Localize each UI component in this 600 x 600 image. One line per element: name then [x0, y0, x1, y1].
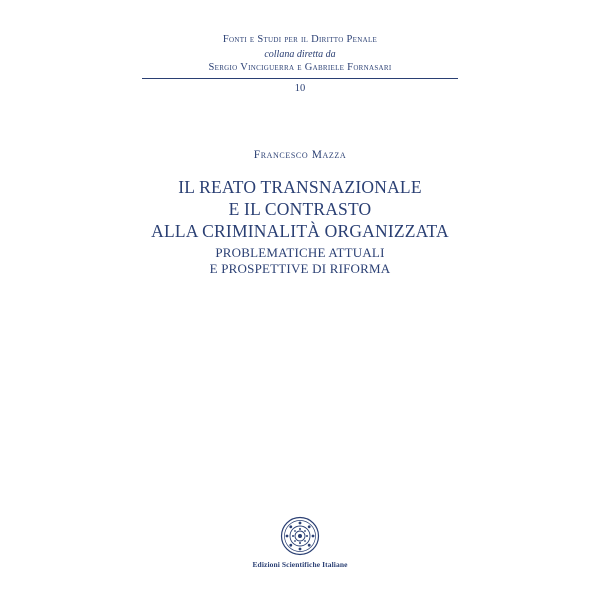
series-number: 10 [294, 83, 306, 94]
book-author: Francesco Mazza [253, 149, 347, 161]
book-title-line: E IL CONTRASTO [228, 199, 372, 219]
series-title: Fonti e Studi per il Diritto Penale [222, 34, 378, 45]
book-title [142, 176, 458, 242]
publisher-name: Edizioni Scientifiche Italiane [252, 560, 348, 569]
book-subtitle [142, 245, 458, 277]
book-title-line: IL REATO TRANSNAZIONALE [178, 177, 422, 197]
book-subtitle-line: PROBLEMATICHE ATTUALI [215, 245, 385, 260]
series-editors: Sergio Vinciguerra e Gabriele Fornasari [208, 62, 392, 73]
series-divider [142, 78, 458, 79]
series-directed-by: collana diretta da [264, 49, 336, 60]
book-subtitle-line: E PROSPETTIVE DI RIFORMA [209, 261, 391, 276]
publisher-seal-icon [280, 516, 320, 556]
book-title-line: ALLA CRIMINALITÀ ORGANIZZATA [151, 221, 449, 241]
book-cover [142, 0, 458, 600]
